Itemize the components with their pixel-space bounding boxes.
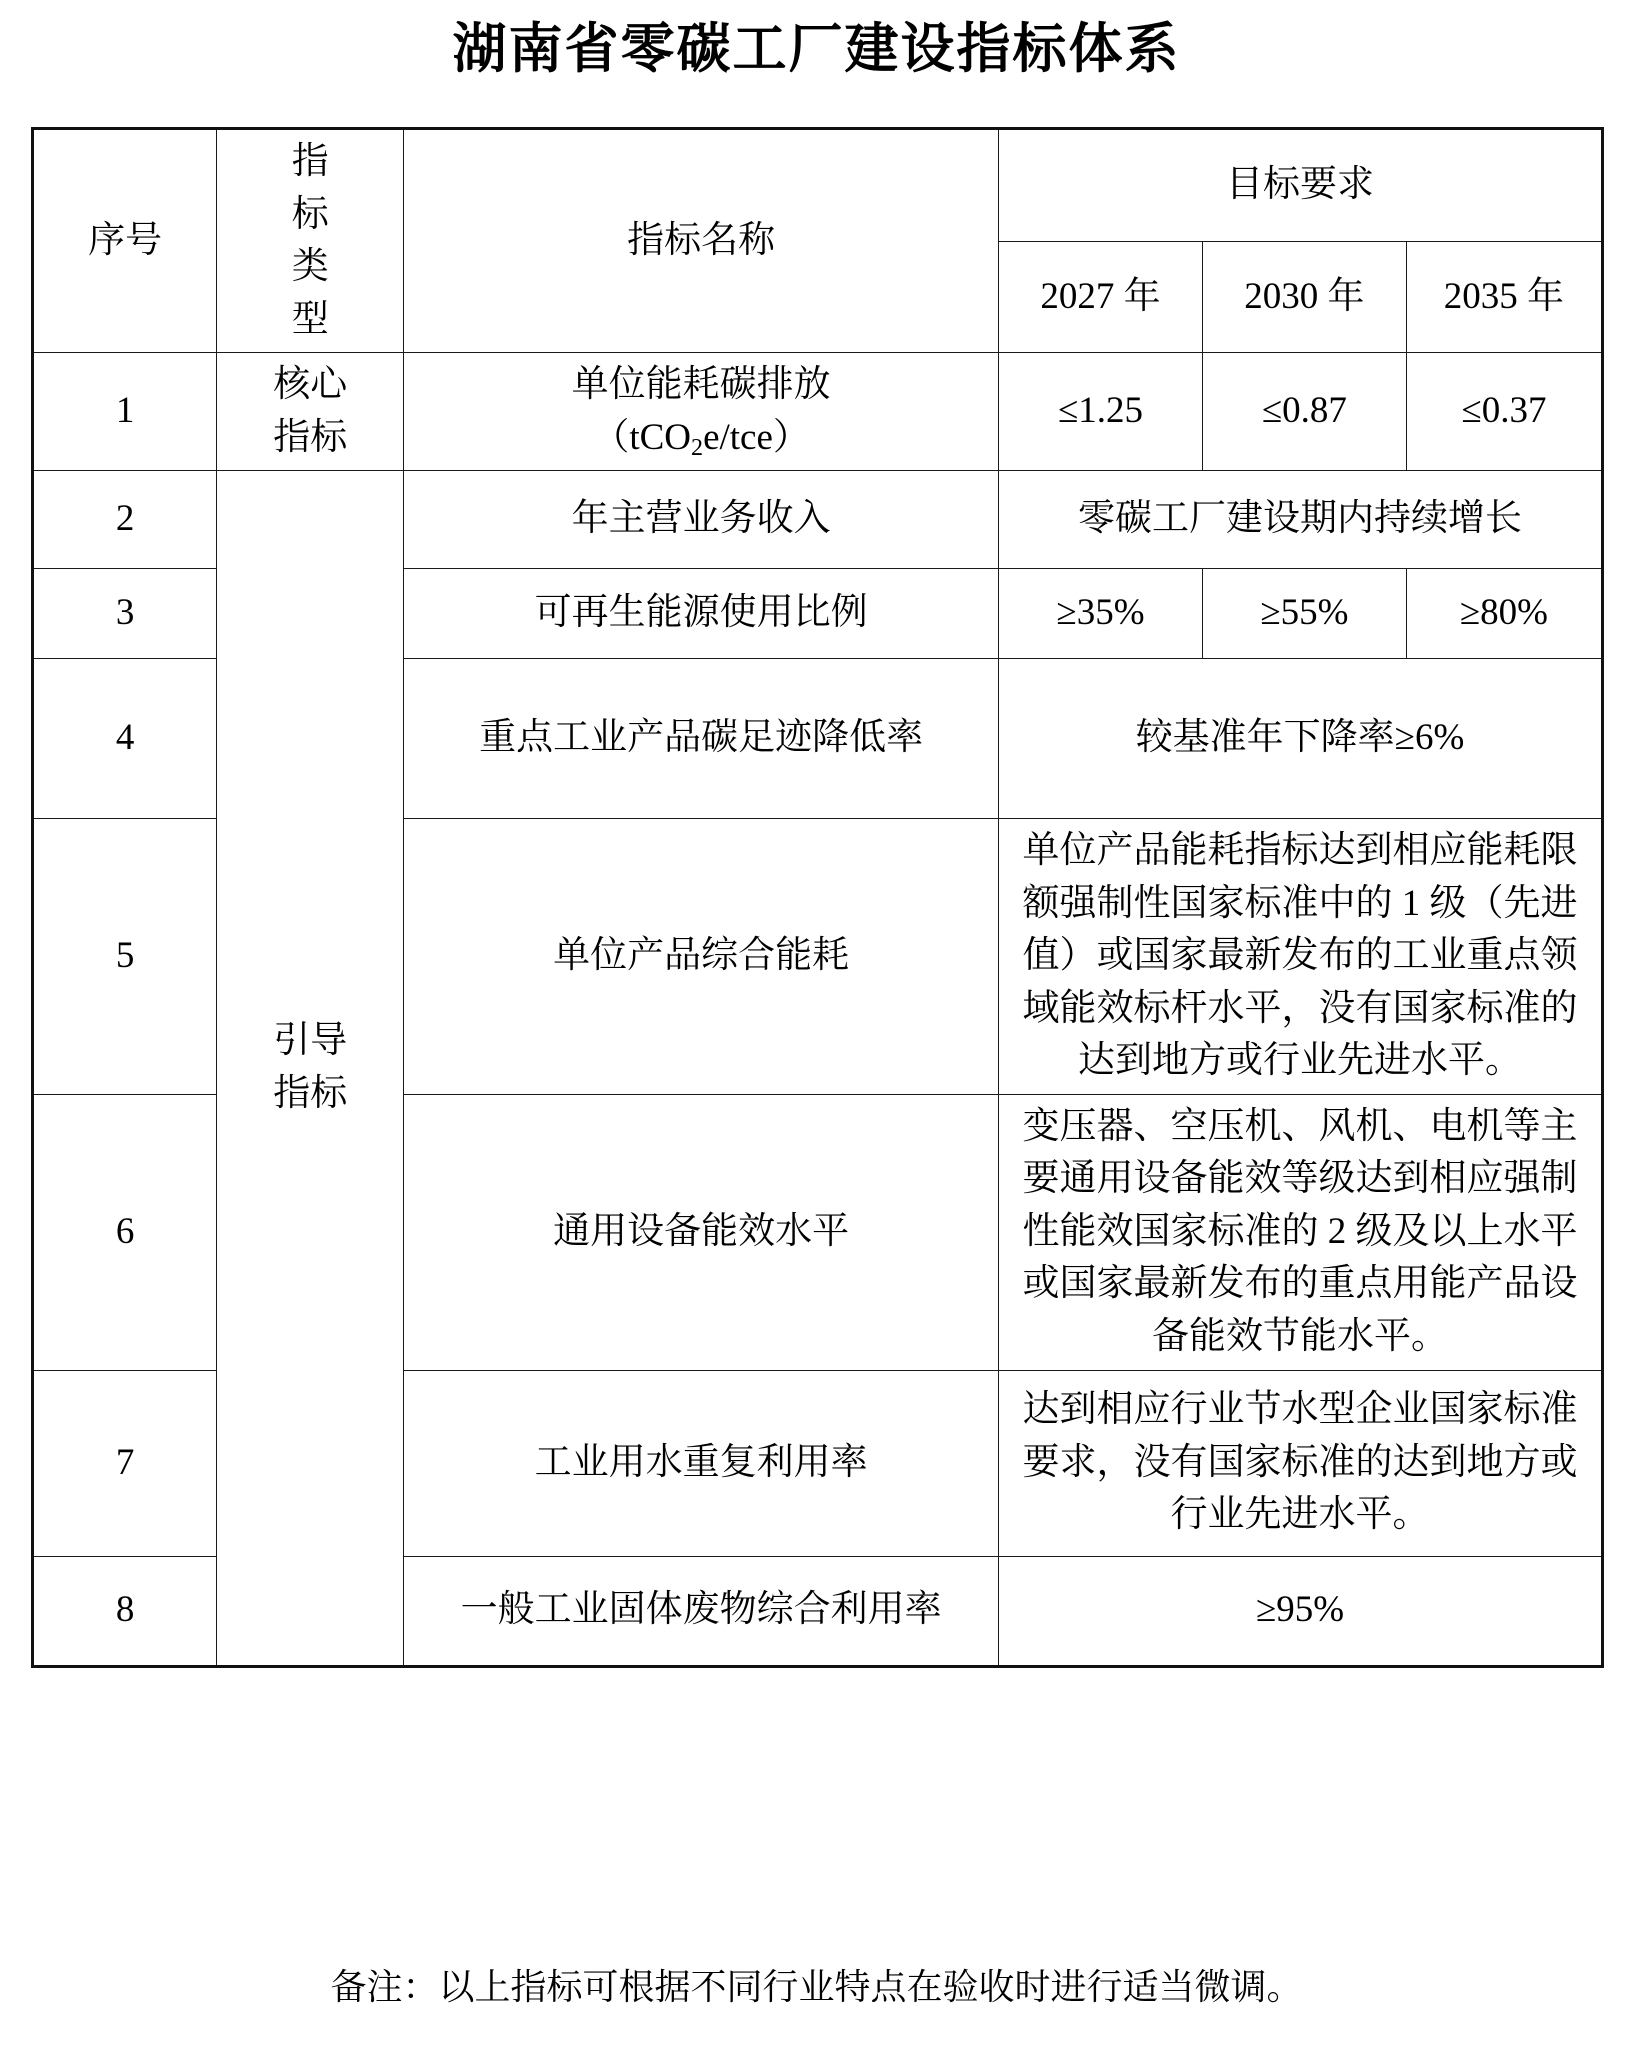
header-no: 序号 — [33, 129, 217, 353]
indicator-name: 一般工业固体废物综合利用率 — [404, 1556, 999, 1666]
indicator-type-core: 核心 指标 — [217, 353, 404, 471]
row-number: 4 — [33, 659, 217, 819]
header-target-group: 目标要求 — [999, 129, 1603, 242]
indicator-name: 单位产品综合能耗 — [404, 819, 999, 1095]
header-year-2035: 2035 年 — [1406, 241, 1602, 352]
indicator-name: 年主营业务收入 — [404, 471, 999, 569]
table-footnote: 备注：以上指标可根据不同行业特点在验收时进行适当微调。 — [330, 1967, 1303, 2007]
merged-target-value: 达到相应行业节水型企业国家标准要求，没有国家标准的达到地方或行业先进水平。 — [999, 1370, 1603, 1556]
value-2035: ≥80% — [1406, 569, 1602, 659]
merged-target-value: 零碳工厂建设期内持续增长 — [999, 471, 1603, 569]
row-number: 6 — [33, 1094, 217, 1370]
indicator-name: 重点工业产品碳足迹降低率 — [404, 659, 999, 819]
value-2027: ≤1.25 — [999, 353, 1203, 471]
table-header — [33, 129, 1603, 353]
row-number: 1 — [33, 353, 217, 471]
merged-target-value: ≥95% — [999, 1556, 1603, 1666]
header-year-2030: 2030 年 — [1202, 241, 1406, 352]
table-body — [33, 353, 1603, 1666]
row-number: 2 — [33, 471, 217, 569]
indicator-type-guide: 引导 指标 — [217, 471, 404, 1666]
merged-target-value: 较基准年下降率≥6% — [999, 659, 1603, 819]
merged-target-value: 变压器、空压机、风机、电机等主要通用设备能效等级达到相应强制性能效国家标准的 2 级及以上水平或国家最新发布的重点用能产品设备能效节能水平。 — [999, 1094, 1603, 1370]
value-2030: ≥55% — [1202, 569, 1406, 659]
indicator-name — [404, 353, 999, 471]
indicator-name-line1: 单位能耗碳排放 — [571, 364, 831, 406]
table-row — [33, 353, 1603, 471]
row-number: 8 — [33, 1556, 217, 1666]
indicator-name: 可再生能源使用比例 — [404, 569, 999, 659]
row-number: 5 — [33, 819, 217, 1095]
value-2027: ≥35% — [999, 569, 1203, 659]
page-title: 湖南省零碳工厂建设指标体系 — [452, 19, 1181, 79]
value-2030: ≤0.87 — [1202, 353, 1406, 471]
header-row-1 — [33, 129, 1603, 242]
indicator-table-container — [31, 127, 1604, 1668]
header-type: 指 标 类 型 — [217, 129, 404, 353]
indicator-name: 工业用水重复利用率 — [404, 1370, 999, 1556]
value-2035: ≤0.37 — [1406, 353, 1602, 471]
merged-target-value: 单位产品能耗指标达到相应能耗限额强制性国家标准中的 1 级（先进值）或国家最新发布的工业重点领域能效标杆水平，没有国家标准的达到地方或行业先进水平。 — [999, 819, 1603, 1095]
indicator-name-line2: （tCO$_2$e/tce） — [592, 416, 810, 462]
indicator-table — [31, 127, 1604, 1668]
header-year-2027: 2027 年 — [999, 241, 1203, 352]
table-row — [33, 471, 1603, 569]
header-name: 指标名称 — [404, 129, 999, 353]
indicator-name: 通用设备能效水平 — [404, 1094, 999, 1370]
row-number: 3 — [33, 569, 217, 659]
row-number: 7 — [33, 1370, 217, 1556]
